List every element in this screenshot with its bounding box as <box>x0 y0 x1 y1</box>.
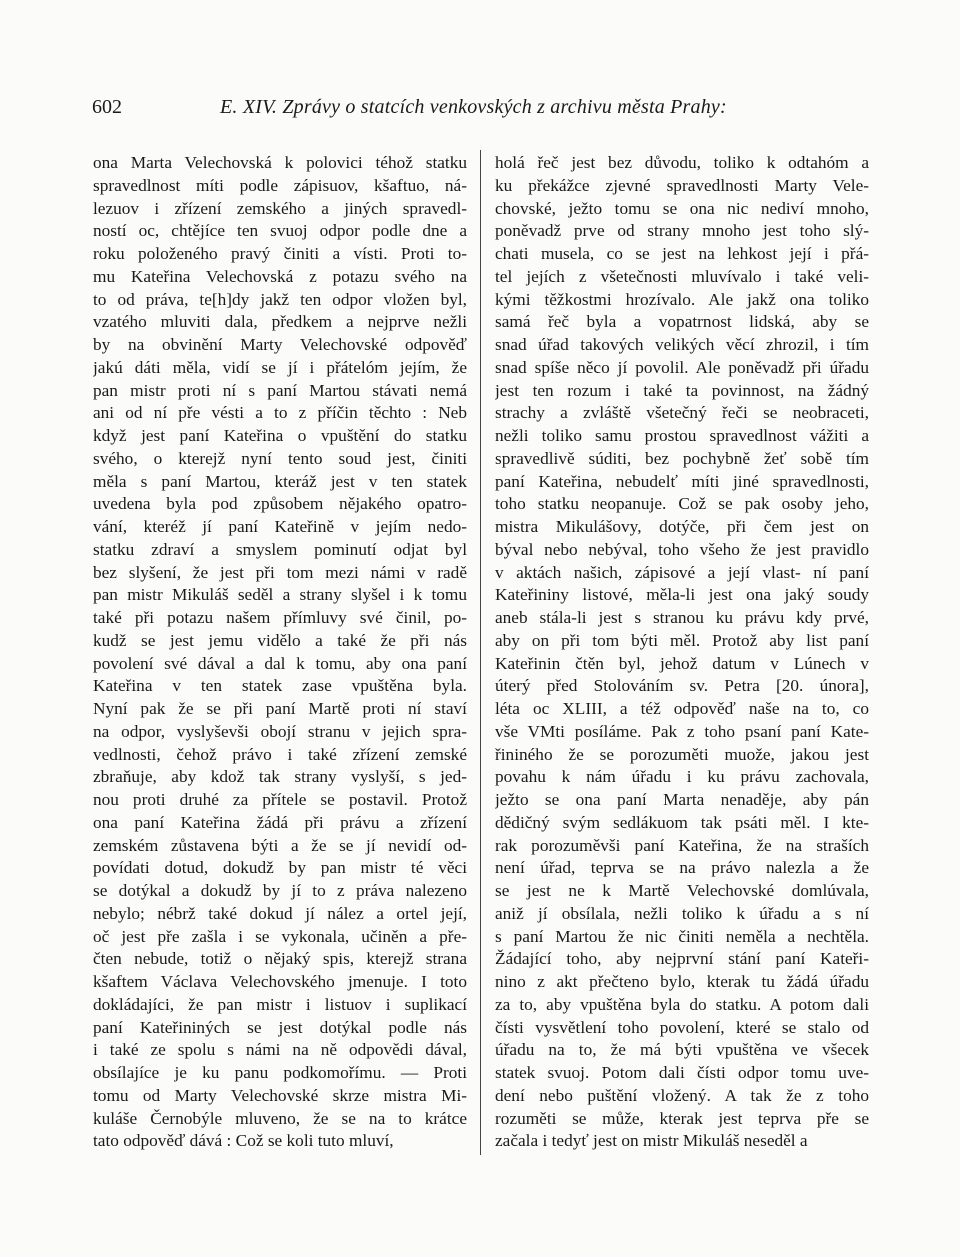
text-line: paní Kateřininých se jest dotýkal podle nás <box>93 1017 467 1037</box>
text-line: bez slyšení, že jest při tom mezi námi v radě <box>93 562 467 582</box>
text-line: Kateřina v ten statek zase vpuštěna byla. <box>93 676 467 696</box>
text-line: ností oc, chtějíce ten svuoj odpor podle dne a <box>93 221 467 241</box>
text-line: vzatého mluviti dala, předkem a nejprve nežli <box>93 312 467 332</box>
text-line: tato odpověď dává : Což se koli tuto mluví, <box>93 1131 394 1151</box>
text-line: léta oc XLIII, a též odpověď naše na to, co <box>495 699 869 718</box>
text-line: měla s paní Martou, kteráž jest v ten statek <box>93 471 467 491</box>
text-line: svého, o kterejž nyní tento soud jest, činiti <box>93 448 467 468</box>
text-line: samá řeč byla a vopatrnost lidská, aby se <box>495 312 869 332</box>
text-line: obsílajíce je ku panu podkomořímu. — Proti <box>93 1063 467 1082</box>
text-line: poněvadž prve od strany mnoho jest toho slý- <box>495 221 869 241</box>
text-line: rozuměti se může, kterak jest teprva pře se <box>495 1108 869 1128</box>
text-line: ona Marta Velechovská k polovici téhož statku <box>93 153 467 172</box>
text-line: roku položeného pravý činiti a vísti. Proti to- <box>93 244 467 263</box>
text-line: povolení své dával a dal k tomu, aby ona paní <box>93 653 467 673</box>
text-line: se dotýkal a dokudž by jí to z práva nalezeno <box>93 881 467 900</box>
text-line: by na obvinění Marty Velechovské odpověď <box>93 335 467 354</box>
left-text-column <box>93 152 467 1153</box>
text-line: kudž se jest jemu vidělo a také že při nás <box>93 630 467 650</box>
text-line: povahu k nám úřadu i ku právu zachovala, <box>495 767 869 787</box>
text-line: v aktách našich, zápisové a její vlast- ní paní <box>495 562 869 582</box>
text-line: mu Kateřina Velechovská z potazu svého na <box>93 266 467 286</box>
text-line: býval nebo nebýval, toho všeho že jest pravidlo <box>495 539 869 559</box>
text-line: dení nebo puštění vložený. A tak že z toho <box>495 1085 869 1105</box>
text-line: se jest ne k Martě Velechovské domlúvala, <box>495 881 869 900</box>
text-line: na odpor, vyslyševši obojí stranu v jejich spra- <box>93 721 467 741</box>
text-line: za to, aby vpuštěna byla do statku. A potom dali <box>495 994 869 1014</box>
text-line: vše VMti posíláme. Pak z toho psaní paní Kate- <box>495 721 869 741</box>
text-line: ku překážce zjevné spravedlnosti Marty Vele- <box>495 175 869 195</box>
text-line: když jest paní Kateřina o vpuštění do statku <box>93 426 467 445</box>
text-line: tomu od Marty Velechovské skrze mistra Mi- <box>93 1085 467 1105</box>
text-line: zemském zůstavena býti a že se jí nevidí od- <box>93 835 467 855</box>
text-line: čísti vysvětlení toho povolení, které se stalo od <box>495 1017 869 1037</box>
text-line: pan mistr Mikuláš seděl a strany slyšel i k tomu <box>93 585 467 605</box>
text-line: nino z akt přečteno bylo, kterak tu žádá úřadu <box>495 972 869 991</box>
text-line: vání, kteréž jí paní Kateřině v jejím nedo- <box>93 517 467 536</box>
text-line: ona paní Kateřina žádá při právu a zřízení <box>93 812 467 832</box>
text-line: snad spíše něco jí povolil. Ale poněvadž při úřadu <box>495 357 869 377</box>
text-line: kými těžkostmi hrozívalo. Ale jakž ona toliko <box>495 289 869 309</box>
text-line: Kateřininy listové, měla-li jest ona jaký soudy <box>495 585 869 605</box>
page-header <box>92 96 870 126</box>
text-line: úřadu na to, že má býti vpuštěna ve všecek <box>495 1040 869 1060</box>
text-line: zbraňuje, aby kdož tak strany vyslyší, s jed- <box>93 767 467 787</box>
text-line: Nyní pak že se při paní Martě proti ní staví <box>93 699 467 718</box>
text-line: tel jejích z všetečnosti mluvívalo i také veli- <box>495 266 869 286</box>
text-line: ani od ní pře vésti a to z příčin těchto : Neb <box>93 403 467 423</box>
text-line: lezuov i zřízení zemského a jiných spravedl- <box>93 198 467 218</box>
text-line: Žádající toho, aby nejprvní stání paní Kateři- <box>495 949 869 969</box>
running-title: E. XIV. Zprávy o statcích venkovských z archivu města Prahy: <box>220 96 727 118</box>
text-line: oč jest pře zašla i se vykonala, učiněn a pře- <box>93 926 467 946</box>
text-line: ježto se ona paní Marta nenaděje, aby pán <box>495 790 869 809</box>
text-line: Kateřinin čtěn byl, jehož datum v Lúnech v <box>495 653 869 673</box>
text-line: dokládajíci, že pan mistr i listuov i suplikací <box>93 994 467 1014</box>
text-line: snad úřad takových velikých věcí zhrozil, i tím <box>495 335 869 354</box>
column-divider <box>480 150 481 1155</box>
text-line: čten nebude, totiž o nějaký spis, kterejž strana <box>93 949 467 969</box>
text-line: kšaftem Václava Velechovského jmenuje. I toto <box>93 972 467 991</box>
text-line: také při potazu našem přímluvy své činil, po- <box>93 608 467 627</box>
right-text-column <box>495 152 869 1153</box>
text-line: vedlnosti, čehož právo i také zřízení zemské <box>93 744 467 764</box>
text-line: holá řeč jest bez důvodu, toliko k odtahóm a <box>495 153 869 172</box>
text-line: chati musela, co se jest na lehkost její i přá- <box>495 244 869 263</box>
text-line: statek svuoj. Potom dali čísti odpor tomu uve- <box>495 1063 869 1082</box>
text-line: i také ze spolu s námi na ně odpovědi dával, <box>93 1040 467 1060</box>
text-line: paní Kateřina, nebudelť míti jiné spravedlnosti, <box>495 471 869 491</box>
text-line: strachy a zvláště všetečný řeči se neobraceti, <box>495 403 869 423</box>
text-line: řininého že se porozuměti muože, jakou jest <box>495 744 869 764</box>
text-line: mistra Mikulášovy, dotýče, při čem jest on <box>495 517 869 536</box>
text-line: úterý před Stolováním sv. Petra [20. února], <box>495 676 869 696</box>
text-line: nežli toliko samu prostou spravedlnost vážiti a <box>495 426 869 445</box>
text-line: to od práva, te[h]dy jakž ten odpor vložen byl, <box>93 289 467 309</box>
text-line: s paní Martou že nic činiti neměla a nechtěla. <box>495 926 869 946</box>
page-number: 602 <box>92 96 122 118</box>
text-line: aniž jí obsílala, nežli toliko k úřadu a s ní <box>495 903 869 923</box>
text-line: rak porozuměvši paní Kateřina, že na straších <box>495 835 869 855</box>
text-line: statku zdraví a smyslem pominutí odjat byl <box>93 539 467 559</box>
text-line: povídati dotud, dokudž by pan mistr té věci <box>93 858 467 878</box>
text-line: spravedlnost míti podle zápisuov, kšaftuo, ná- <box>93 175 467 195</box>
text-line: kuláše Černobýle mluveno, že se na to krátce <box>93 1108 467 1128</box>
text-line: spravedlivě súditi, bez pochybně žeť sobě tím <box>495 448 869 468</box>
text-line: jakú dáti měla, vidí se jí i přátelóm jejím, že <box>93 357 467 377</box>
text-line: začala i tedyť jest on mistr Mikuláš neseděl a <box>495 1131 808 1151</box>
text-line: nebylo; nébrž také dokud jí nález a ortel její, <box>93 903 467 923</box>
text-line: aby on při tom býti měl. Protož aby list paní <box>495 630 869 650</box>
text-line: pan mistr proti ní s paní Martou stávati nemá <box>93 380 467 400</box>
text-line: chovské, ježto tomu se ona nic nediví mnoho, <box>495 198 869 218</box>
text-line: nou proti druhé za přítele se postavil. Protož <box>93 790 467 809</box>
text-line: aneb stála-li jest s stranou ku právu kdy prvé, <box>495 608 869 627</box>
text-line: dědičný svým sedlákuom tak psáti měl. I kte- <box>495 812 869 832</box>
text-line: toho statku neopanuje. Což se pak osoby jeho, <box>495 494 869 514</box>
text-line: uvedena byla pod způsobem nějakého opatro- <box>93 494 467 514</box>
text-line: není úřad, teprva se na právo nalezla a že <box>495 858 869 878</box>
text-line: jest ten rozum i také ta povinnost, na žádný <box>495 380 869 400</box>
